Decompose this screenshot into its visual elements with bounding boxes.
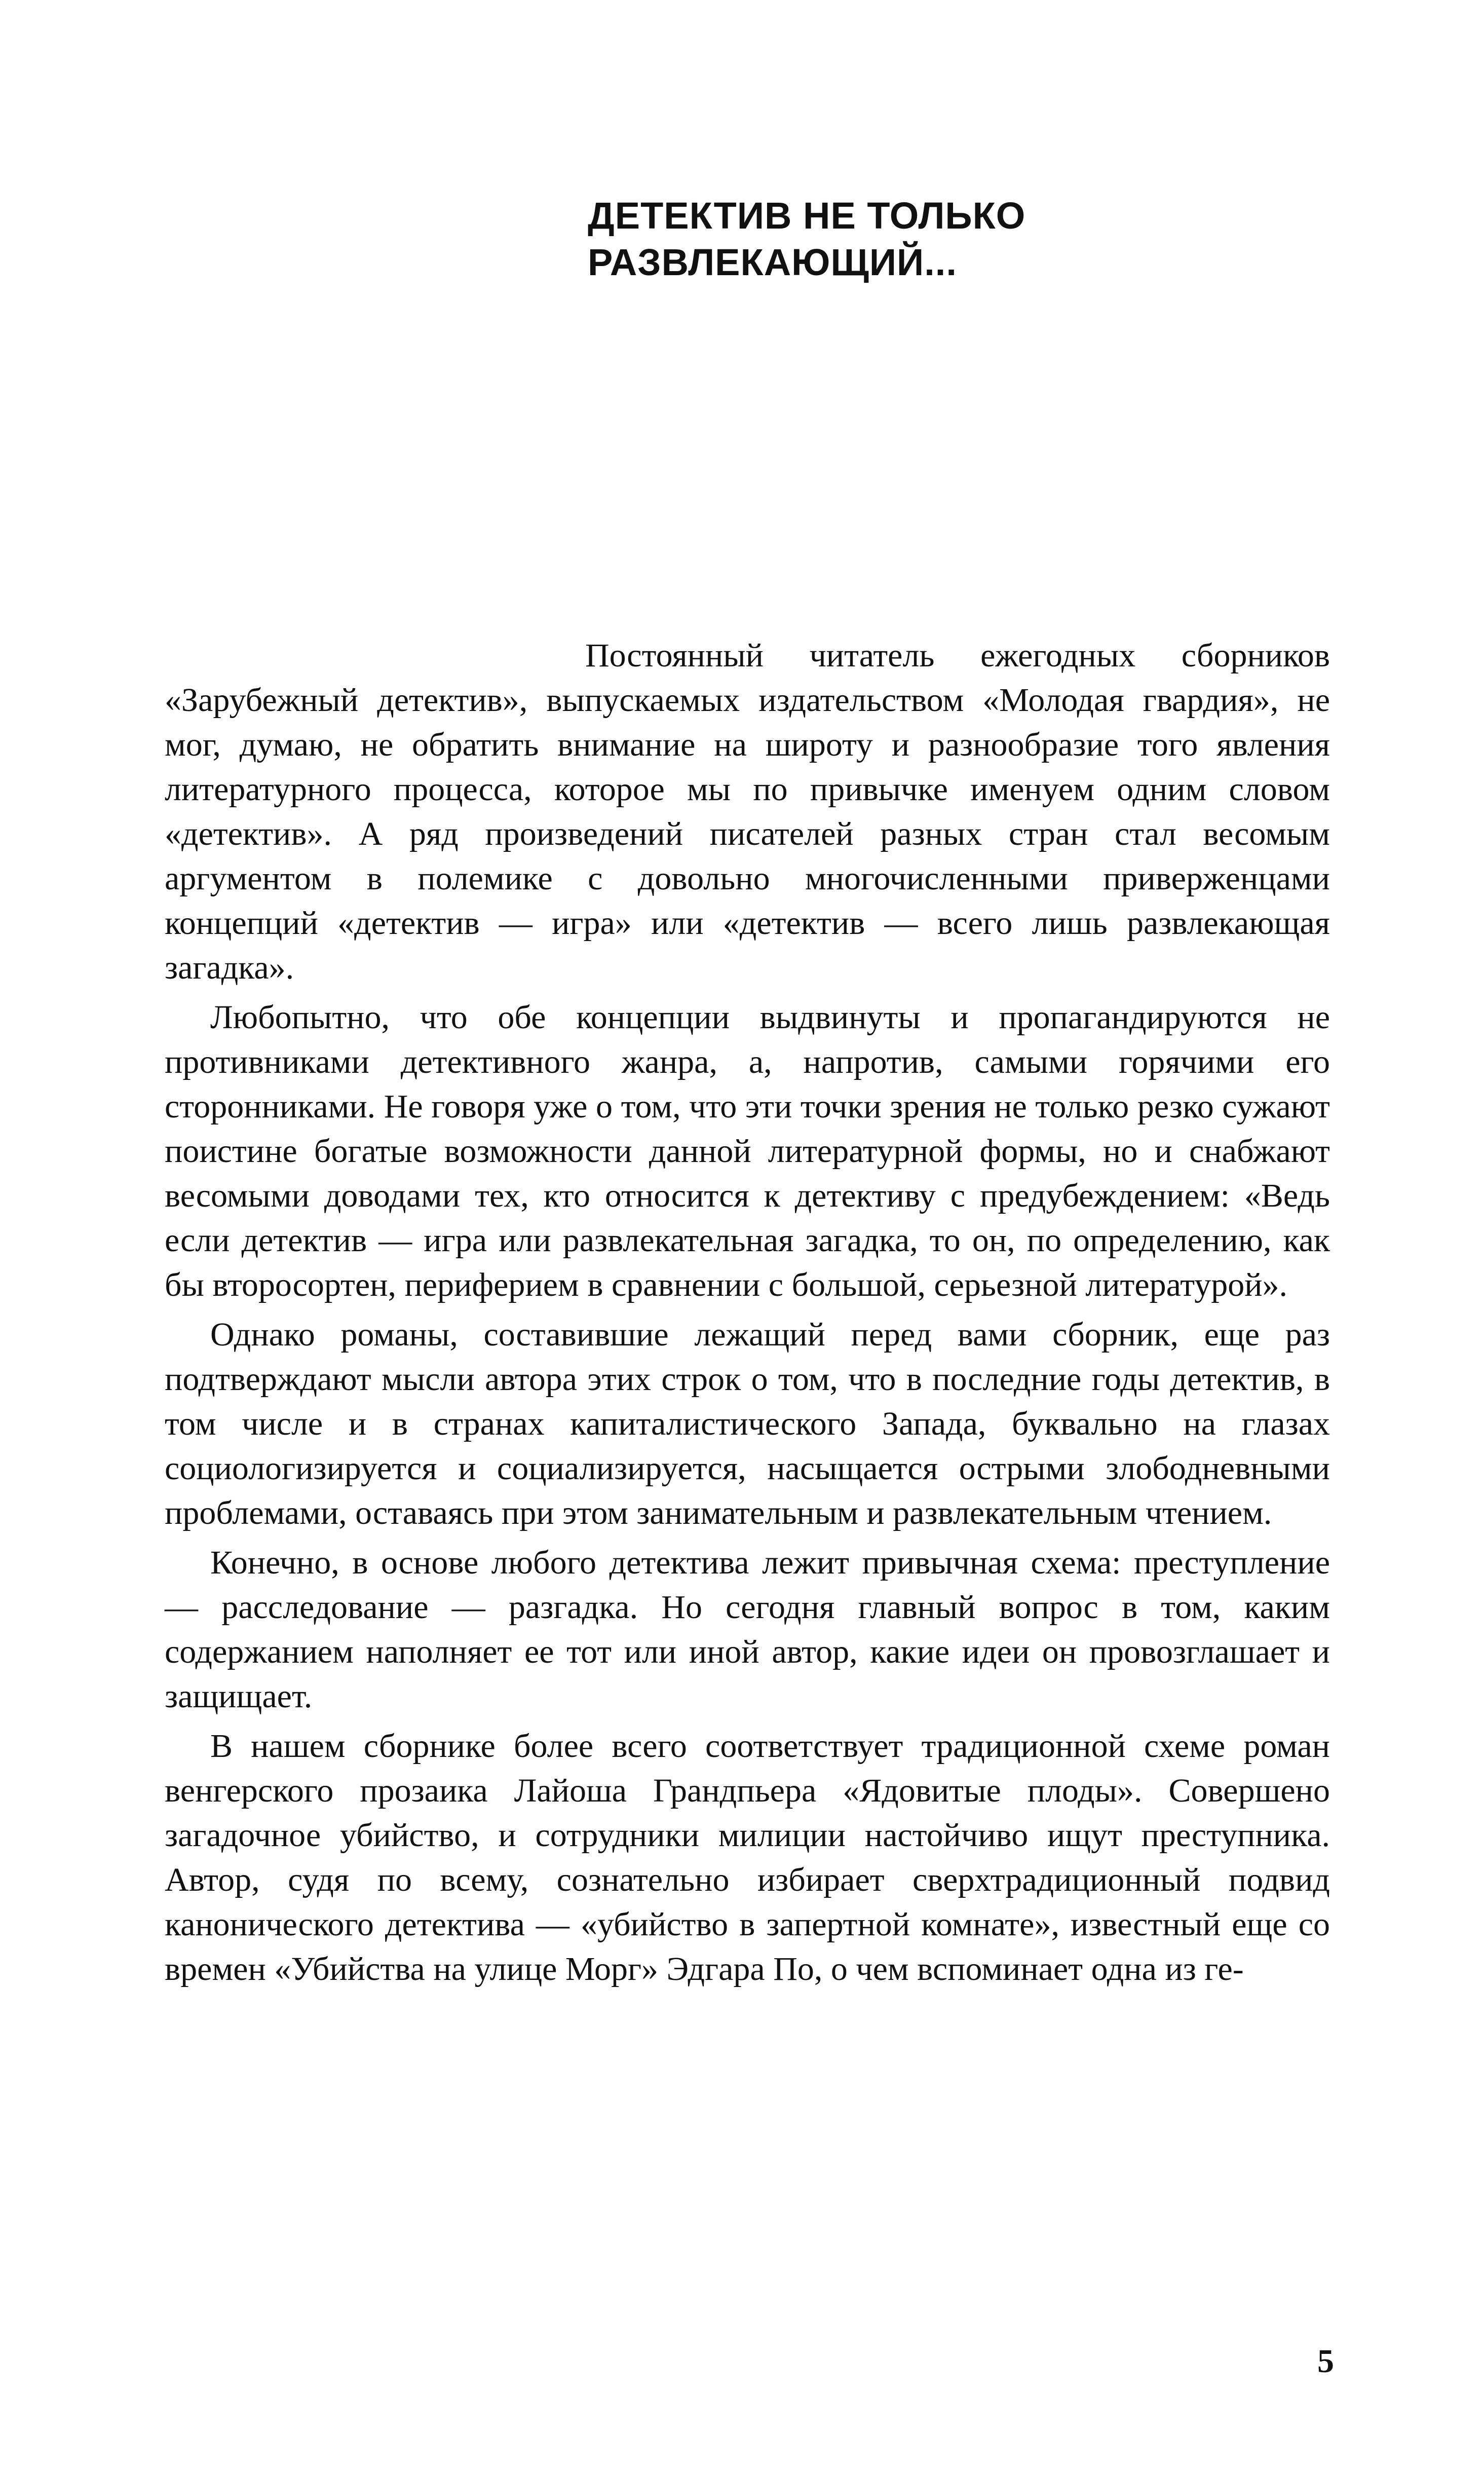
paragraph-2: Любопытно, что обе концепции выдвинуты и пропагандируются не противниками детективного жанра, а, напротив, самыми горячими его сторонниками. Не говоря уже о том, что эти точки зрения не только резко сужают поистине богатые возможности данной литературной формы, но и снабжают весомыми доводами тех, кто относится к детективу с предубеждением: «Ведь если детектив — игра или развлекательная загадка, то он, по определению, как бы второсортен, периферием в сравнении с большой, серьезной литературой». bbox=[165, 999, 1330, 1303]
chapter-heading-line-2: РАЗВЛЕКАЮЩИЙ... bbox=[588, 241, 957, 283]
paragraph-5: В нашем сборнике более всего соответствует традиционной схеме роман венгерского прозаика Лайоша Грандпьера «Ядовитые плоды». Совершено загадочное убийство, и сотрудники милиции настойчиво ищут преступника. Автор, судя по всему, сознательно избирает сверхтрадиционный подвид канонического детектива — «убийство в запертной комнате», известный еще со времен «Убийства на улице Морг» Эдгара По, о чем вспоминает одна из ге- bbox=[165, 1728, 1330, 1988]
paragraph-4: Конечно, в основе любого детектива лежит привычная схема: преступление — расследование — разгадка. Но сегодня главный вопрос в том, каким содержанием наполняет ее тот или иной автор, какие идеи он провозглашает и защищает. bbox=[165, 1544, 1330, 1715]
body-text bbox=[165, 633, 1330, 1992]
chapter-heading-line-1: ДЕТЕКТИВ НЕ ТОЛЬКО bbox=[588, 195, 1026, 237]
paragraph-3: Однако романы, составившие лежащий перед вами сборник, еще раз подтверждают мысли автора этих строк о том, что в последние годы детектив, в том числе и в странах капиталистического Запада, буквально на глазах социологизируется и социализируется, насыщается острыми злободневными проблемами, оставаясь при этом занимательным и развлекательным чтением. bbox=[165, 1316, 1330, 1531]
page-number: 5 bbox=[1317, 2343, 1334, 2380]
paragraph-1: Постоянный читатель ежегодных сборников «Зарубежный детектив», выпускаемых издательством «Молодая гвардия», не мог, думаю, не обратить внимание на широту и разнообразие того явления литературного процесса, которое мы по привычке именуем одним словом «детектив». А ряд произведений писателей разных стран стал весомым аргументом в полемике с довольно многочисленными приверженцами концепций «детектив — игра» или «детектив — всего лишь развлекающая загадка». bbox=[165, 637, 1330, 986]
chapter-heading bbox=[588, 193, 1246, 286]
